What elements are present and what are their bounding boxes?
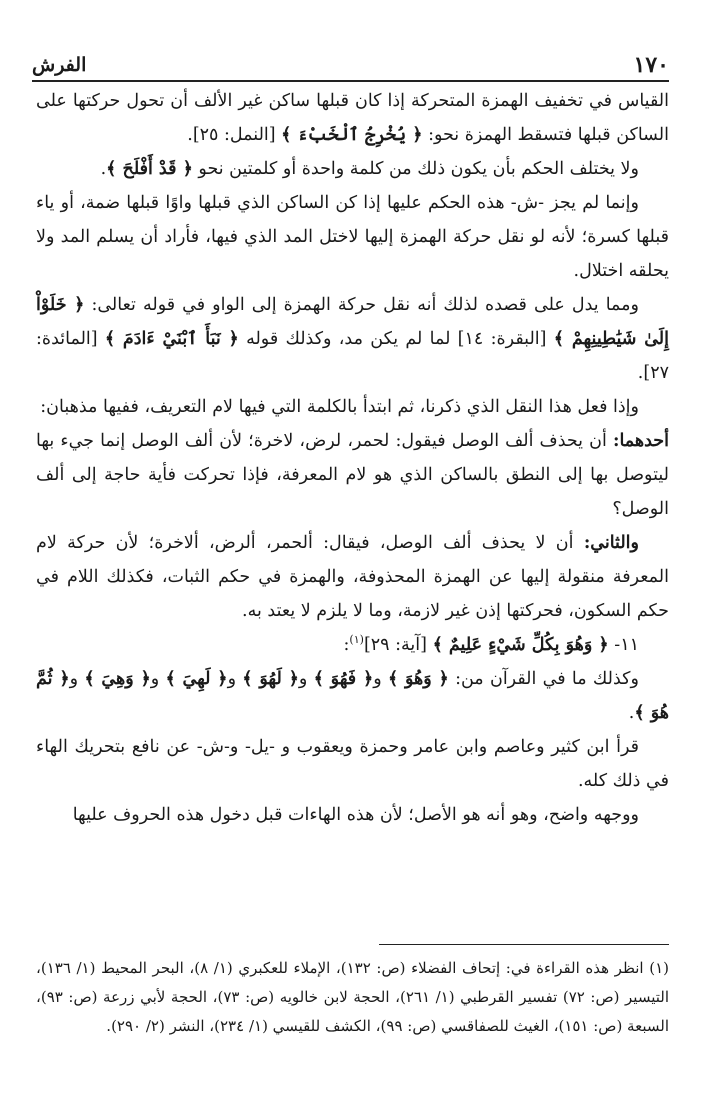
punctuation: : [343, 635, 350, 655]
p7-text: أن لا يحذف ألف الوصل، فيقال: ألحمر، ألرض، ألاخرة؛ لأن حركة لام المعرفة منقولة إليها عن الهمزة المحذوفة، والهمزة في حكم الثبات، فكذلك اللام في حكم السكون، فحركتها إذن غير لازمة، وما لا يلزم لا يعتد به. [36, 533, 669, 621]
quran-quote: ﴿ وَهُوَ بِكُلِّ شَيْءٍ عَلِيمٌ ﴾ [432, 635, 609, 655]
page-header [32, 42, 669, 82]
footnote-marker: (١) [349, 633, 364, 647]
p1-text: القياس في تخفيف الهمزة المتحركة إذا كان قبلها ساكن غير الألف أن تحول حركتها على الساكن قبلها فتسقط الهمزة نحو: [36, 91, 669, 145]
second-opinion-label: والثاني: [583, 533, 639, 553]
first-opinion-label: أحدهما: [612, 431, 669, 451]
running-title: الفرش [32, 54, 87, 76]
quran-word: ﴿ لَهِيَ ﴾ [165, 669, 228, 689]
quran-quote: ﴿ قَدْ أَفْلَحَ ﴾ [106, 159, 193, 179]
conjunction: و [150, 669, 160, 689]
p3-text: وإنما لم يجز -ش- هذه الحكم عليها إذا كن الساكن الذي قبلها واوًا قبلها ضمة، أو ياء قبلها كسرة؛ لأنه لو نقل حركة الهمزة إليها لاختل المد الذي فيها، فأراد أن يسلم المد ولا يحلقه اختلال. [36, 193, 669, 281]
verse-reference: [النمل: ٢٥]. [187, 125, 276, 145]
punctuation: . [628, 703, 635, 723]
quran-word: ﴿ وَهُوَ ﴾ [387, 669, 449, 689]
item-number: ١١- [614, 635, 639, 655]
paragraph-8 [36, 628, 669, 662]
quran-quote: ﴿ يُخْرِجُ ٱلْخَبْءَ ﴾ [281, 125, 423, 145]
conjunction: و [69, 669, 79, 689]
verse-reference: [المائدة: ٢٧]. [36, 329, 669, 383]
quran-word: ﴿ لَهُوَ ﴾ [242, 669, 299, 689]
paragraph-1 [36, 84, 669, 152]
verse-reference: [البقرة: ١٤] لما لم يكن مد، وكذلك قوله [246, 329, 547, 349]
quran-word: ﴿ وَهِيَ ﴾ [84, 669, 151, 689]
conjunction: و [298, 669, 308, 689]
footnote-divider [379, 944, 669, 945]
p10-text: قرأ ابن كثير وعاصم وابن عامر وحمزة ويعقوب و -يل- و-ش- عن نافع بتحريك الهاء في ذلك كله. [36, 737, 669, 791]
paragraph-4 [36, 288, 669, 390]
quran-quote: ﴿ خَلَوْاْ إِلَىٰ شَيَٰطِينِهِمْ ﴾ [36, 295, 669, 349]
paragraph-7 [36, 526, 669, 628]
paragraph-10 [36, 730, 669, 798]
p2-text: ولا يختلف الحكم بأن يكون ذلك من كلمة واحدة أو كلمتين نحو [198, 159, 639, 179]
paragraph-6 [36, 424, 669, 526]
punctuation: . [100, 159, 107, 179]
verse-reference: [آية: ٢٩] [363, 635, 427, 655]
paragraph-3 [36, 186, 669, 288]
p11-text: ووجهه واضح، وهو أنه هو الأصل؛ لأن هذه الهاءات قبل دخول هذه الحروف عليها [72, 805, 639, 825]
conjunction: و [227, 669, 237, 689]
paragraph-9 [36, 662, 669, 730]
paragraph-5 [36, 390, 669, 424]
quran-quote: ﴿ نَبَأَ ٱبْنَيْ ءَادَمَ ﴾ [104, 329, 239, 349]
quran-word: ﴿ فَهُوَ ﴾ [313, 669, 374, 689]
p4-text: ومما يدل على قصده لذلك أنه نقل حركة الهمزة إلى الواو في قوله تعالى: [91, 295, 639, 315]
quran-word: ﴿ ثُمَّ هُوَ ﴾ [36, 669, 669, 723]
paragraph-11 [36, 798, 669, 832]
footnote [36, 954, 669, 1041]
p6-text: أن يحذف ألف الوصل فيقول: لحمر، لرض، لاخرة؛ لأن ألف الوصل إنما جيء بها ليتوصل بها إلى النطق بالساكن الذي هو لام المعرفة، فإذا تحركت فأية حاجة إلى ألف الوصل؟ [36, 431, 669, 519]
paragraph-2 [36, 152, 669, 186]
conjunction: و [373, 669, 382, 689]
p5-text: وإذا فعل هذا النقل الذي ذكرنا، ثم ابتدأ بالكلمة التي فيها لام التعريف، ففيها مذهبان: [40, 397, 639, 417]
footnote-1: (١) انظر هذه القراءة في: إتحاف الفضلاء (ص: ١٣٢)، الإملاء للعكبري (١/ ٨)، البحر المحيط (١/ ١٣٦)، التيسير (ص: ٧٢) تفسير القرطبي (١/ ٢٦١)، الحجة لابن خالويه (ص: ٧٣)، الحجة لأبي زرعة (ص: ٩٣)، السبعة (ص: ١٥١)، الغيث للصفاقسي (ص: ٩٩)، الكشف للقيسي (١/ ٢٣٤)، النشر (٢/ ٢٩٠). [36, 959, 669, 1035]
page-number: ١٧٠ [633, 52, 669, 78]
main-text [36, 84, 669, 832]
p9-text: وكذلك ما في القرآن من: [455, 669, 639, 689]
